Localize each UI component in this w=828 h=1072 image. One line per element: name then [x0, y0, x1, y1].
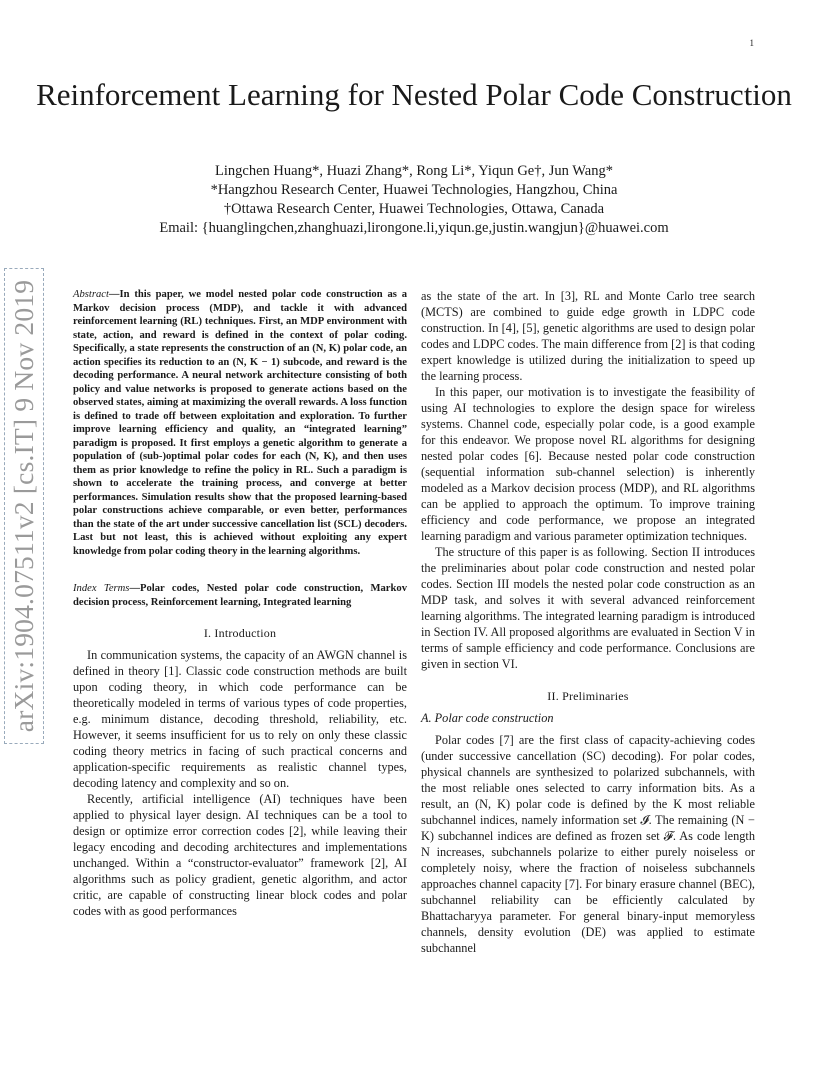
left-column: [73, 288, 407, 919]
right-column: [421, 288, 755, 956]
index-terms-text: —Polar codes, Nested polar code construction, Markov decision process, Reinforcement learning, Integrated learning: [73, 583, 407, 608]
intro-paragraph-3: as the state of the art. In [3], RL and Monte Carlo tree search (MCTS) are combined to guide edge growth in LDPC code construction. In [4], [5], genetic algorithms are used to design polar codes and LDPC codes. The main difference from [2] is that coding expert knowledge is utilized during the initialization to speed up the learning process.: [421, 289, 755, 383]
author-email: Email: {huanglingchen,zhanghuazi,lirongone.li,yiqun.ge,justin.wangjun}@huawei.com: [159, 220, 669, 236]
index-terms-label: Index Terms: [73, 583, 130, 594]
intro-paragraph-5: The structure of this paper is as following. Section II introduces the preliminaries about polar code construction and nested polar codes. Section III models the nested polar code construction as an MDP task, and solves it with several advanced reinforcement learning algorithms. The integrated learning paradigm is introduced in Section IV. All proposed algorithms are evaluated in Section V in terms of sample efficiency and code performance. Conclusions are given in section VI.: [421, 545, 756, 671]
abstract-label: Abstract: [73, 289, 109, 300]
affiliation-hangzhou: *Hangzhou Research Center, Huawei Technologies, Hangzhou, China: [210, 182, 618, 198]
intro-paragraph-2: Recently, artificial intelligence (AI) techniques have been applied to physical layer design. AI techniques can be a tool to design or optimize error correction codes [2], while leaving their legacy encoding and decoding architectures and implementations unchanged. Within a “constructor-evaluator” framework [2], AI algorithms such as policy gradient, genetic algorithm, and actor critic, are capable of constructing linear block codes and polar codes with as good performances: [73, 792, 407, 918]
intro-paragraph-1: In communication systems, the capacity of an AWGN channel is defined in theory [1]. Classic code construction methods are built upon coding theory, in which code performance can be theoretically modeled in terms of various types of code properties, e.g. minimum distance, decoding threshold, reliability, etc. However, it seems insufficient for us to rely on only these classic coding theory metrics in facing of such practical concerns and application-specific requirements as realistic channel types, decoding latency and complexity and so on.: [73, 648, 407, 790]
preliminaries-paragraph-1: Polar codes [7] are the first class of capacity-achieving codes (under successive cancellation (SC) decoding). For polar codes, physical channels are synthesized to polarized subchannels, with the most reliable ones selected to carry information bits. As a result, an (N, K) polar code is defined by the K most reliable subchannel indices, namely information set 𝓘. The remaining (N − K) subchannel indices are defined as frozen set 𝓕. As code length N increases, subchannels polarize to either purely noiseless or completely noisy, where the fraction of noiseless subchannels approaches channel capacity [7]. For binary erasure channel (BEC), subchannel reliability can be efficiently calculated by Bhattacharyya parameter. For general binary-input memoryless channels, density evolution (DE) was applied to estimate subchannel: [421, 733, 755, 955]
abstract-text: —In this paper, we model nested polar code construction as a Markov decision process (MDP), and tackle it with advanced reinforcement learning (RL) techniques. First, an MDP environment with state, action, and reward is defined in the context of polar coding. Specifically, a state represents the construction of an (N, K) polar code, an action specifies its reduction to an (N, K − 1) subcode, and reward is the decoding performance. A neural network architecture consisting of both policy and value networks is proposed to generate actions based on the observed states, aiming at maximizing the overall rewards. A loss function is defined to trade off between exploitation and exploration. To further improve learning efficiency and quality, an “integrated learning” paradigm is proposed. It first employs a genetic algorithm to generate a population of (sub-)optimal polar codes for each (N, K), and then uses them as prior knowledge to refine the policy in RL. Such a paradigm is shown to accelerate the training process, and converge at better performances. Simulation results show that the proposed learning-based polar constructions achieve comparable, or even better, performances than the state of the art under successive cancellation list (SCL) decoders. Last but not least, this is achieved without exploiting any expert knowledge from polar coding theory in the learning algorithms.: [73, 289, 407, 557]
arxiv-identifier[interactable]: [4, 268, 44, 744]
section-heading-preliminaries: II. Preliminaries: [547, 689, 629, 703]
author-names: Lingchen Huang*, Huazi Zhang*, Rong Li*, Yiqun Ge†, Jun Wang*: [215, 163, 613, 179]
author-block: [0, 162, 828, 238]
intro-paragraph-4: In this paper, our motivation is to investigate the feasibility of using AI technologies to explore the design space for wireless systems. Channel code, especially polar code, is a good example for this endeavor. We propose novel RL algorithms for designing nested polar codes [6]. Because nested polar code construction (sequential information sub-channel selection) is inherently modeled as a Markov decision process (MDP), and RL algorithms can be applied to approach the optimum. To improve training efficiency and code performance, we propose an integrated learning paradigm and various parameter optimization techniques.: [421, 385, 755, 543]
arxiv-identifier-text: arXiv:1904.07511v2 [cs.IT] 9 Nov 2019: [8, 279, 39, 733]
abstract: [73, 288, 407, 558]
index-terms: [73, 582, 407, 609]
subsection-heading-polar-construction: A. Polar code construction: [421, 711, 554, 725]
page-number: 1: [749, 38, 754, 48]
paper-title: Reinforcement Learning for Nested Polar Code Construction: [36, 77, 792, 112]
section-heading-introduction: I. Introduction: [203, 626, 277, 640]
affiliation-ottawa: †Ottawa Research Center, Huawei Technologies, Ottawa, Canada: [223, 201, 605, 217]
